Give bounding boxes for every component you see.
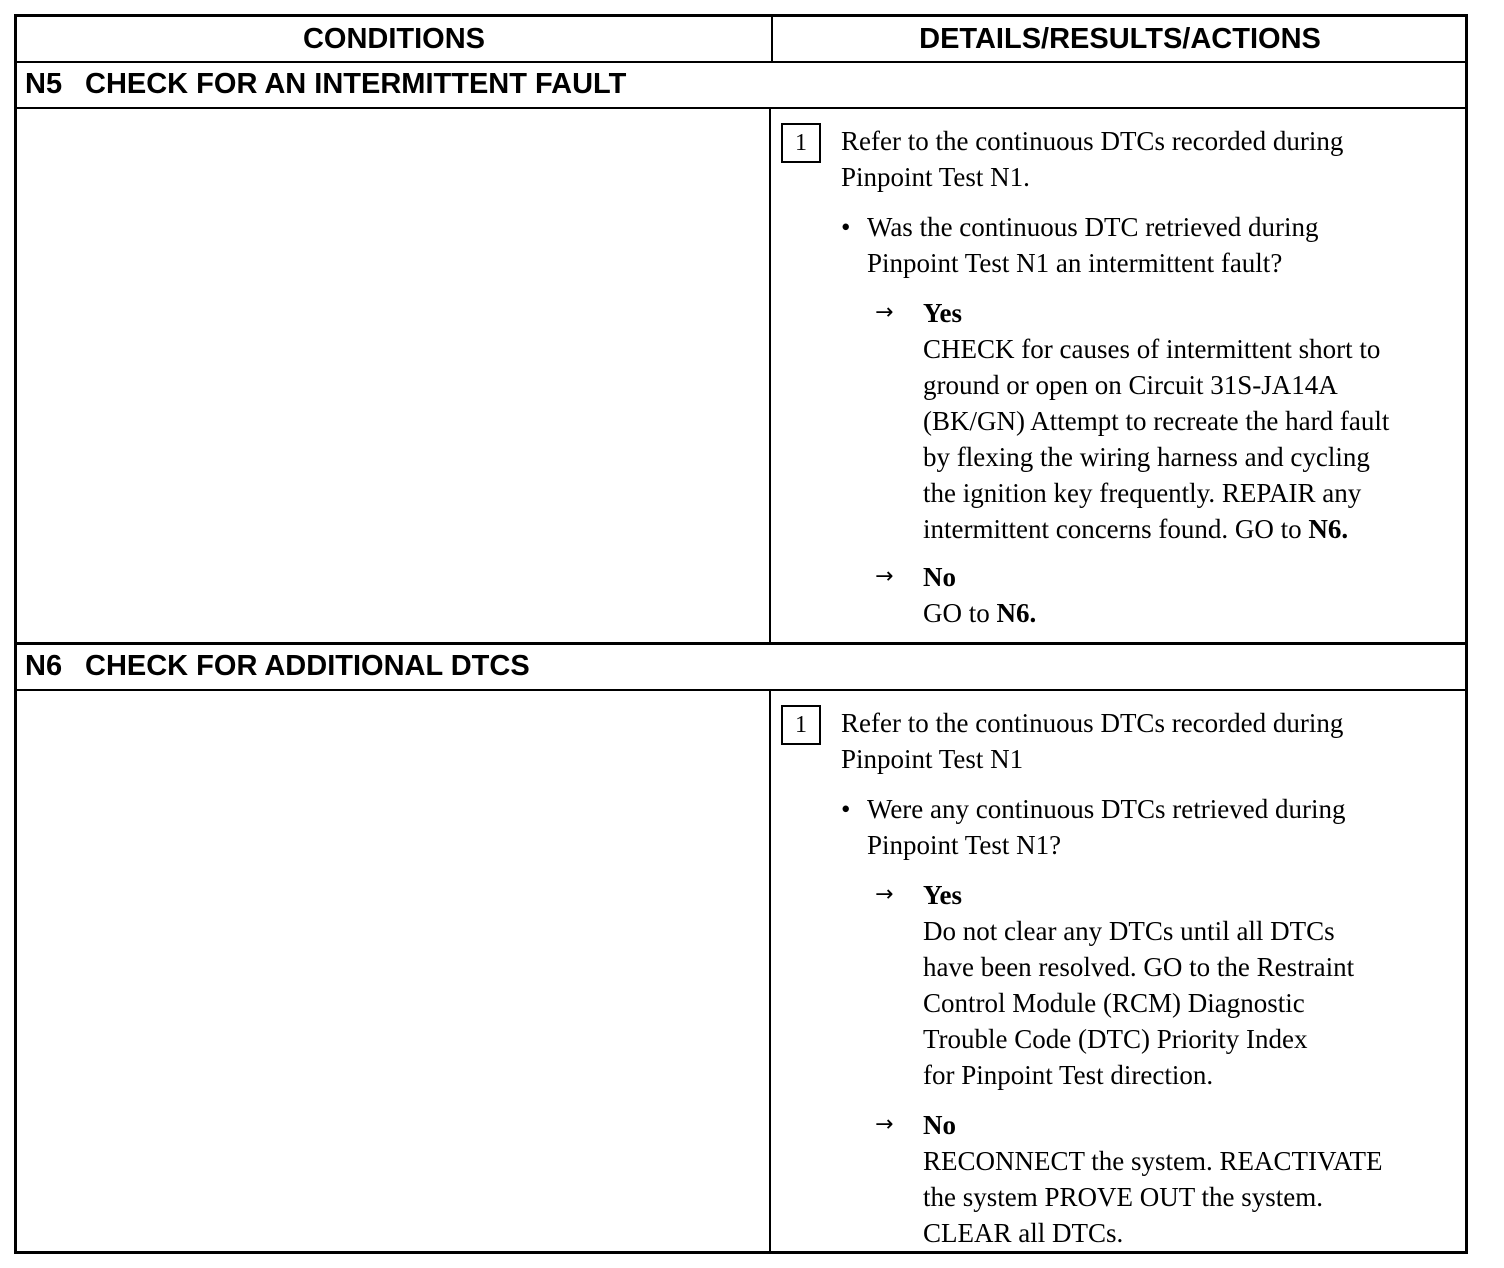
bullet-icon: •: [841, 794, 851, 824]
details-cell: [771, 109, 1465, 644]
conditions-cell: [17, 691, 771, 1251]
text-line: Pinpoint Test N1 an intermittent fault?: [867, 248, 1283, 278]
text-line: Refer to the continuous DTCs recorded during: [841, 708, 1344, 738]
text-line: for Pinpoint Test direction.: [923, 1060, 1214, 1090]
text-line: ground or open on Circuit 31S-JA14A: [923, 370, 1338, 400]
text-fragment: intermittent concerns found. GO to: [923, 514, 1302, 544]
text-line: CHECK for causes of intermittent short to: [923, 334, 1381, 364]
step-text: [841, 123, 1441, 195]
arrow-right-icon: →: [875, 564, 894, 589]
text-line: the system PROVE OUT the system.: [923, 1182, 1323, 1212]
section-title-text: CHECK FOR AN INTERMITTENT FAULT: [85, 68, 627, 100]
step-number-box: 1: [781, 123, 821, 163]
section-title-text: CHECK FOR ADDITIONAL DTCS: [85, 650, 530, 682]
text-line: Was the continuous DTC retrieved during: [867, 212, 1319, 242]
text-line: Do not clear any DTCs until all DTCs: [923, 916, 1335, 946]
text-fragment: GO to: [923, 598, 990, 628]
text-line: Were any continuous DTCs retrieved during: [867, 794, 1346, 824]
goto-ref: N6.: [1308, 514, 1349, 544]
section-body-n6: [17, 691, 1465, 1251]
step-number-box: 1: [781, 705, 821, 745]
table-header: [17, 17, 1465, 63]
text-line: RECONNECT the system. REACTIVATE: [923, 1146, 1383, 1176]
text-line: have been resolved. GO to the Restraint: [923, 952, 1355, 982]
step-text: [841, 705, 1441, 777]
text-line: CLEAR all DTCs.: [923, 1218, 1124, 1248]
details-cell: [771, 691, 1465, 1251]
question-bullet: [841, 791, 1447, 863]
goto-ref: N6.: [996, 598, 1037, 628]
no-label: No: [923, 562, 956, 592]
details-header: DETAILS/RESULTS/ACTIONS: [919, 23, 1321, 55]
section-title-n5: [17, 63, 1465, 109]
yes-text: [923, 331, 1463, 547]
diagnostic-table: [14, 14, 1468, 1254]
question-bullet: [841, 209, 1447, 281]
text-line: Pinpoint Test N1?: [867, 830, 1062, 860]
text-line: the ignition key frequently. REPAIR any: [923, 478, 1362, 508]
no-label: No: [923, 1110, 956, 1140]
text-line: by flexing the wiring harness and cycling: [923, 442, 1370, 472]
arrow-right-icon: →: [875, 882, 894, 907]
text-line: Pinpoint Test N1: [841, 744, 1024, 774]
conditions-cell: [17, 109, 771, 644]
yes-label: Yes: [923, 880, 962, 910]
text-line: Control Module (RCM) Diagnostic: [923, 988, 1305, 1018]
no-text: [923, 595, 1463, 631]
text-line: [923, 595, 1463, 631]
yes-text: [923, 913, 1463, 1093]
section-body-n5: [17, 109, 1465, 644]
text-line: (BK/GN) Attempt to recreate the hard fault: [923, 406, 1390, 436]
section-id: N5: [25, 68, 63, 100]
bullet-icon: •: [841, 212, 851, 242]
section-title-n6: [17, 645, 1465, 691]
text-line: Trouble Code (DTC) Priority Index: [923, 1024, 1308, 1054]
text-line: Refer to the continuous DTCs recorded during: [841, 126, 1344, 156]
no-text: [923, 1143, 1463, 1251]
conditions-header: CONDITIONS: [17, 17, 773, 61]
arrow-right-icon: →: [875, 1112, 894, 1137]
arrow-right-icon: →: [875, 300, 894, 325]
text-line: [923, 511, 1463, 547]
section-id: N6: [25, 650, 63, 682]
yes-label: Yes: [923, 298, 962, 328]
text-line: Pinpoint Test N1.: [841, 162, 1030, 192]
